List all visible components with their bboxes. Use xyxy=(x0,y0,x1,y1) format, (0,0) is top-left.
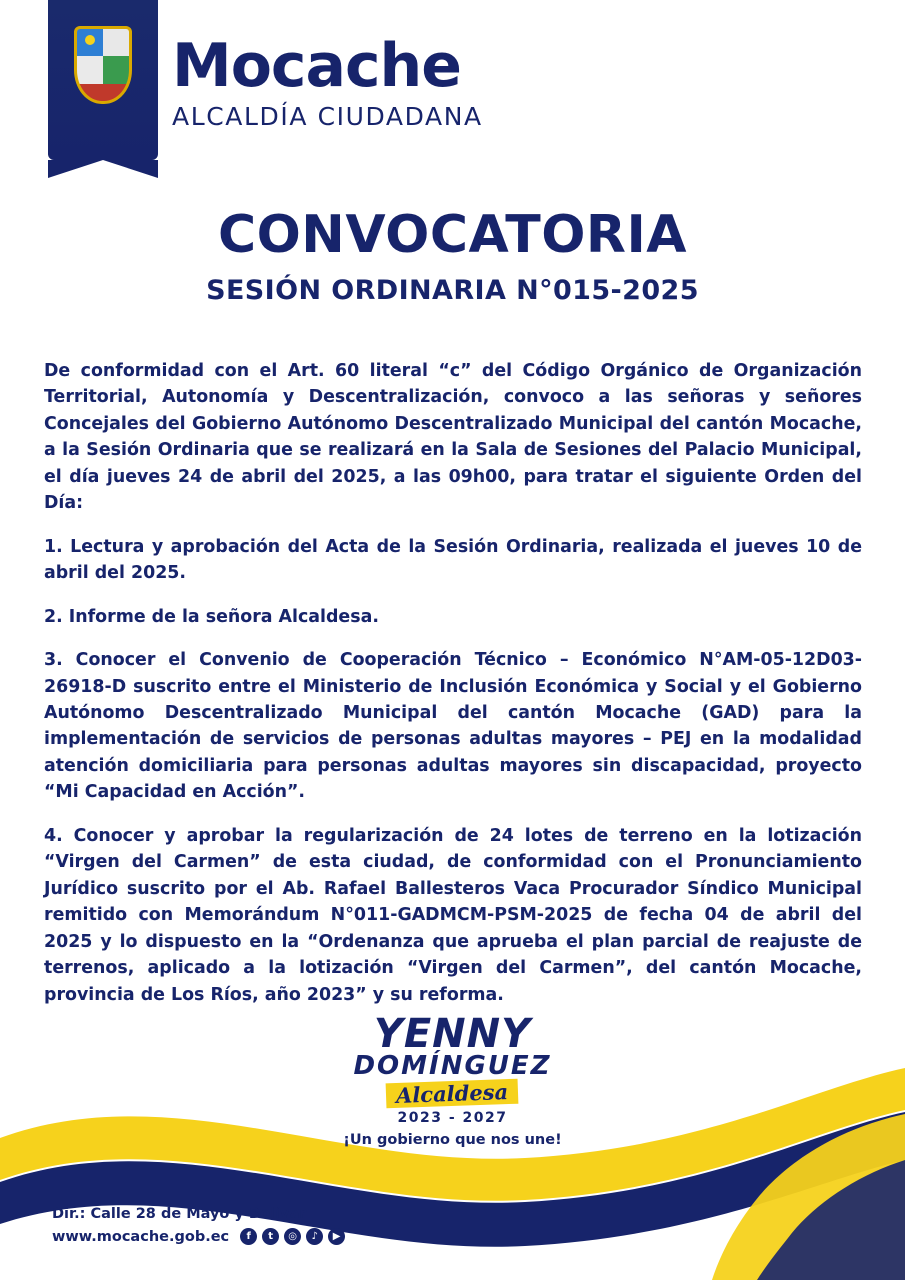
paragraph: 1. Lectura y aprobación del Acta de la Sesión Ordinaria, realizada el jueves 10 de abril del 2025. xyxy=(44,536,862,584)
paragraph: 4. Conocer y aprobar la regularización de 24 lotes de terreno en la lotización “Virgen del Carmen” de esta ciudad, de conformidad con el Pronunciamiento Jurídico suscrito por el Ab. Rafael Ballesteros Vaca Procurador Síndico Municipal remitido con Memorándum N°011-GADMCM-PSM-2025 de fecha 04 de abril del 2025 y lo dispuesto en la “Ordenanza que aprueba el plan parcial de reajuste de terrenos, aplicado a la lotización “Virgen del Carmen”, del cantón Mocache, provincia de Los Ríos, año 2023” y su reforma. xyxy=(44,825,862,1005)
document-body xyxy=(44,358,862,1008)
brand-name: Mocache xyxy=(172,31,461,101)
facebook-icon[interactable]: f xyxy=(240,1228,257,1245)
document-header xyxy=(0,0,905,170)
signature-slogan: ¡Un gobierno que nos une! xyxy=(343,1132,562,1148)
tiktok-icon[interactable]: ♪ xyxy=(306,1228,323,1245)
address-label: Dir.: xyxy=(52,1206,86,1223)
page-subtitle: SESIÓN ORDINARIA N°015-2025 xyxy=(206,275,699,306)
brand-subtitle: ALCALDÍA CIUDADANA xyxy=(172,102,483,131)
signature-block xyxy=(0,1011,905,1148)
social-links[interactable] xyxy=(240,1228,345,1245)
website-link[interactable]: www.mocache.gob.ec xyxy=(52,1228,230,1245)
paragraph: 2. Informe de la señora Alcaldesa. xyxy=(44,606,379,627)
signature-years: 2023 - 2027 xyxy=(397,1110,508,1126)
signature-role: Alcaldesa xyxy=(386,1079,519,1109)
crest-banner xyxy=(48,0,158,160)
signature-last-name: DOMÍNGUEZ xyxy=(353,1051,552,1081)
instagram-icon[interactable]: ◎ xyxy=(284,1228,301,1245)
twitter-icon[interactable]: t xyxy=(262,1228,279,1245)
paragraph: 3. Conocer el Convenio de Cooperación Técnico – Económico N°AM-05-12D03-26918-D suscrito entre el Ministerio de Inclusión Económica y Social y el Gobierno Autónomo Descentralizado Municipal del cantón Mocache (GAD) para la implementación de servicios de personas adultas mayores – PEJ en la modalidad atención domiciliaria para personas adultas mayores sin discapacidad, proyecto “Mi Capacidad en Acción”. xyxy=(44,650,862,803)
footer-contact xyxy=(52,1203,345,1248)
address-value: Calle 28 de Mayo y Bolívar xyxy=(90,1206,307,1223)
coat-of-arms-icon xyxy=(74,26,132,104)
paragraph: De conformidad con el Art. 60 literal “c” del Código Orgánico de Organización Territorial, Autonomía y Descentralización, convoco a las señoras y señores Concejales del Gobierno Autónomo Descentralizado Municipal del cantón Mocache, a la Sesión Ordinaria que se realizará en la Sala de Sesiones del Palacio Municipal, el día jueves 24 de abril del 2025, a las 09h00, para tratar el siguiente Orden del Día: xyxy=(44,361,862,514)
signature-first-name: YENNY xyxy=(373,1011,532,1057)
page-title: CONVOCATORIA xyxy=(217,205,688,265)
youtube-icon[interactable]: ▶ xyxy=(328,1228,345,1245)
brand-wordmark xyxy=(172,31,483,131)
